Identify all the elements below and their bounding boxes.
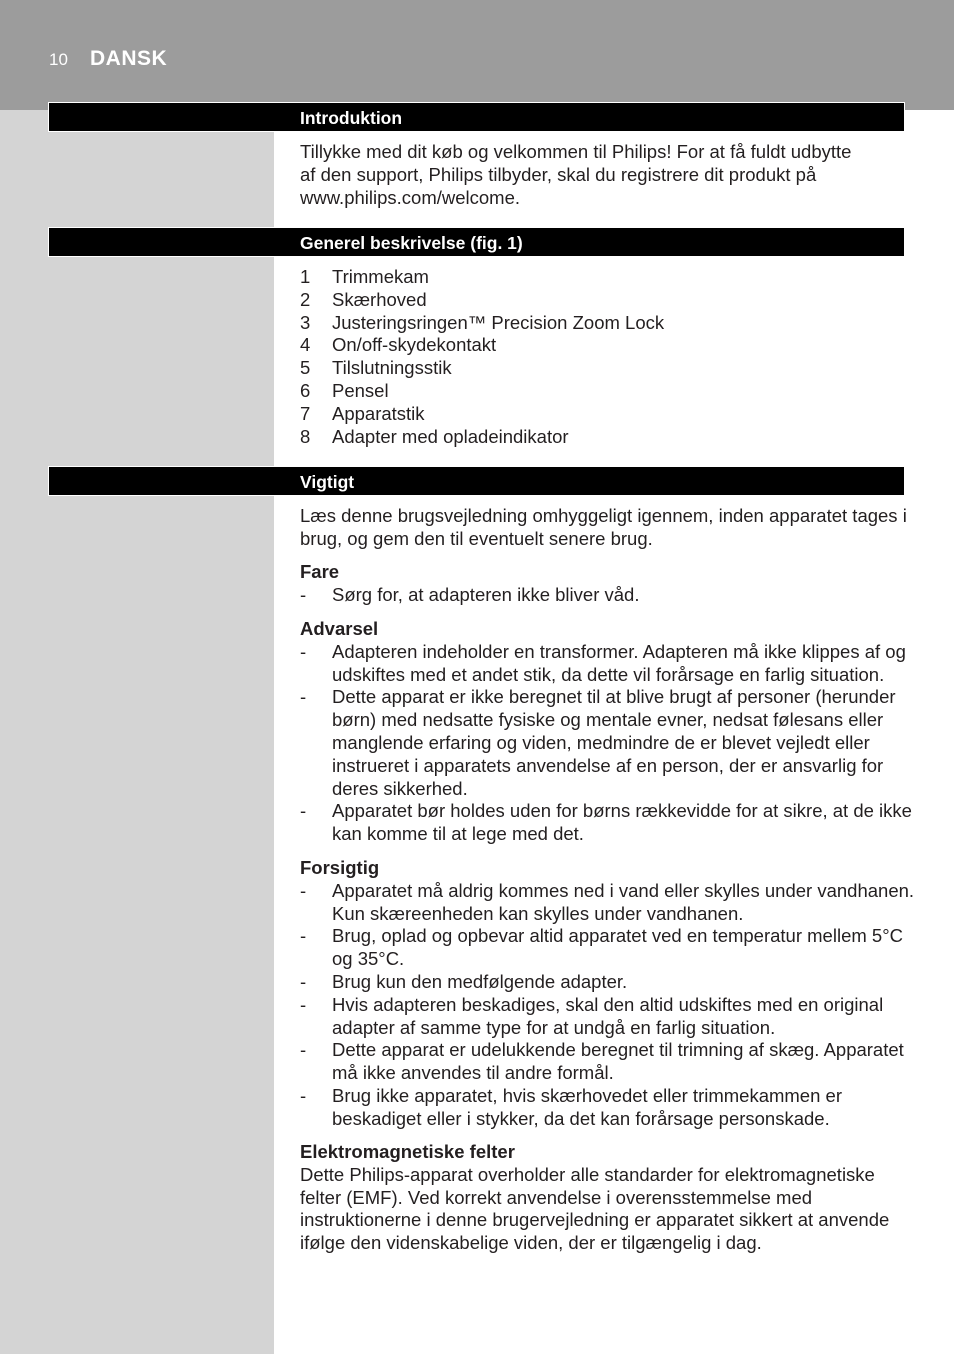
subheading-advarsel: Advarsel bbox=[300, 618, 379, 639]
emf-line: instruktionerne i denne brugervejledning er apparatet sikkert at anvende bbox=[300, 1209, 890, 1231]
list-item bbox=[300, 584, 639, 607]
item-line: deres sikkerhed. bbox=[332, 777, 468, 799]
item-number: 7 bbox=[300, 402, 311, 424]
dash-marker: - bbox=[300, 925, 307, 947]
item-line: Apparatet bør holdes uden for børns rækkevidde for at sikre, at de ikke bbox=[332, 800, 912, 822]
list-item bbox=[300, 994, 914, 1040]
item-line: Adapteren indeholder en transformer. Adapteren må ikke klippes af og bbox=[332, 640, 906, 662]
dash-marker: - bbox=[300, 686, 307, 708]
dash-marker: - bbox=[300, 1039, 307, 1061]
parts-list bbox=[300, 266, 664, 448]
subheading-emf: Elektromagnetiske felter bbox=[300, 1141, 515, 1162]
item-line: instrueret i apparatets anvendelse af en person, der er ansvarlig for bbox=[332, 754, 884, 776]
left-margin-column bbox=[0, 110, 274, 1354]
intro-line: www.philips.com/welcome. bbox=[300, 186, 521, 208]
item-line: Brug ikke apparatet, hvis skærhovedet eller trimmekammen er bbox=[332, 1084, 842, 1106]
item-line: Kun skæreenheden kan skylles under vandhanen. bbox=[332, 902, 744, 924]
item-line: Apparatet må aldrig kommes ned i vand eller skylles under vandhanen. bbox=[332, 879, 915, 901]
list-item bbox=[300, 266, 664, 289]
section-bar-vigtigt bbox=[48, 466, 905, 496]
dash-marker: - bbox=[300, 970, 307, 992]
intro-body bbox=[300, 141, 851, 209]
fare-section bbox=[300, 561, 639, 607]
section-title: Generel beskrivelse (fig. 1) bbox=[300, 233, 523, 253]
item-line: må ikke anvendes til andre formål. bbox=[332, 1062, 614, 1084]
item-text: Trimmekam bbox=[332, 266, 429, 287]
subheading-fare: Fare bbox=[300, 561, 340, 582]
item-line: og 35°C. bbox=[332, 948, 405, 970]
item-number: 4 bbox=[300, 334, 311, 356]
dash-marker: - bbox=[300, 993, 307, 1015]
section-title: Introduktion bbox=[300, 108, 403, 128]
dash-marker: - bbox=[300, 879, 307, 901]
item-line: beskadiget eller i stykker, da det kan forårsage personskade. bbox=[332, 1107, 830, 1129]
intro-line: af den support, Philips tilbyder, skal du registrere dit produkt på bbox=[300, 163, 817, 185]
item-line: Dette apparat er ikke beregnet til at blive brugt af personer (herunder bbox=[332, 686, 896, 708]
list-item bbox=[300, 1085, 914, 1131]
dash-marker: - bbox=[300, 1084, 307, 1106]
subheading-forsigtig: Forsigtig bbox=[300, 857, 380, 878]
item-text: Pensel bbox=[332, 379, 389, 401]
advarsel-section bbox=[300, 618, 912, 846]
item-text: Apparatstik bbox=[332, 402, 425, 424]
emf-line: Dette Philips-apparat overholder alle standarder for elektromagnetiske bbox=[300, 1163, 875, 1185]
section-bar-introduktion bbox=[48, 102, 905, 132]
dash-marker: - bbox=[300, 640, 307, 662]
item-number: 1 bbox=[300, 266, 311, 287]
list-item bbox=[300, 971, 914, 994]
list-item bbox=[300, 426, 664, 449]
section-bar-generel-beskrivelse bbox=[48, 227, 905, 257]
list-item bbox=[300, 334, 664, 357]
item-line: kan komme til at lege med det. bbox=[332, 823, 584, 845]
item-text: Tilslutningsstik bbox=[332, 357, 452, 379]
vigtigt-intro bbox=[300, 505, 907, 551]
dash-marker: - bbox=[300, 800, 307, 822]
intro-line: Tillykke med dit køb og velkommen til Philips! For at få fuldt udbytte bbox=[300, 141, 852, 162]
emf-section bbox=[300, 1141, 889, 1255]
list-item bbox=[300, 312, 664, 335]
item-line: Dette apparat er udelukkende beregnet til trimning af skæg. Apparatet bbox=[332, 1039, 904, 1061]
list-item bbox=[300, 925, 914, 971]
section-title: Vigtigt bbox=[300, 472, 355, 492]
list-item bbox=[300, 880, 914, 926]
emf-line: ifølge den videnskabelige viden, der er tilgængelig i dag. bbox=[300, 1232, 762, 1254]
list-item bbox=[300, 357, 664, 380]
emf-line: felter (EMF). Ved korrekt anvendelse i overensstemmelse med bbox=[300, 1186, 813, 1208]
intro-line: Læs denne brugsvejledning omhyggeligt igennem, inden apparatet tages i bbox=[300, 505, 907, 526]
intro-line: brug, og gem den til eventuelt senere brug. bbox=[300, 527, 653, 549]
item-number: 6 bbox=[300, 379, 311, 401]
language-heading: DANSK bbox=[90, 47, 168, 70]
item-number: 8 bbox=[300, 425, 311, 447]
item-text: Adapter med opladeindikator bbox=[332, 425, 569, 447]
list-item bbox=[300, 686, 912, 800]
item-line: Brug kun den medfølgende adapter. bbox=[332, 970, 628, 992]
item-number: 3 bbox=[300, 311, 311, 333]
list-item bbox=[300, 641, 912, 687]
item-text: On/off-skydekontakt bbox=[332, 334, 497, 356]
list-item bbox=[300, 1039, 914, 1085]
item-line: udskiftes med et andet stik, da dette vil forårsage en farlig situation. bbox=[332, 663, 885, 685]
list-item bbox=[300, 403, 664, 426]
list-item bbox=[300, 289, 664, 312]
item-text: Justeringsringen™ Precision Zoom Lock bbox=[332, 311, 665, 333]
item-text: Skærhoved bbox=[332, 288, 427, 310]
item-line: børn) med nedsatte fysiske og mentale evner, nedsat følesans eller bbox=[332, 709, 884, 731]
forsigtig-section bbox=[300, 857, 914, 1131]
item-number: 5 bbox=[300, 357, 311, 379]
list-item bbox=[300, 380, 664, 403]
item-number: 2 bbox=[300, 288, 311, 310]
dash-marker: - bbox=[300, 583, 307, 605]
item-text: Sørg for, at adapteren ikke bliver våd. bbox=[332, 583, 640, 605]
item-line: manglende erfaring og viden, medmindre de er blevet vejledt eller bbox=[332, 731, 870, 753]
item-line: Brug, oplad og opbevar altid apparatet ved en temperatur mellem 5°C bbox=[332, 925, 903, 947]
item-line: Hvis adapteren beskadiges, skal den altid udskiftes med en original bbox=[332, 993, 884, 1015]
item-line: adapter af samme type for at undgå en farlig situation. bbox=[332, 1016, 776, 1038]
page-number: 10 bbox=[49, 50, 68, 69]
list-item bbox=[300, 800, 912, 846]
